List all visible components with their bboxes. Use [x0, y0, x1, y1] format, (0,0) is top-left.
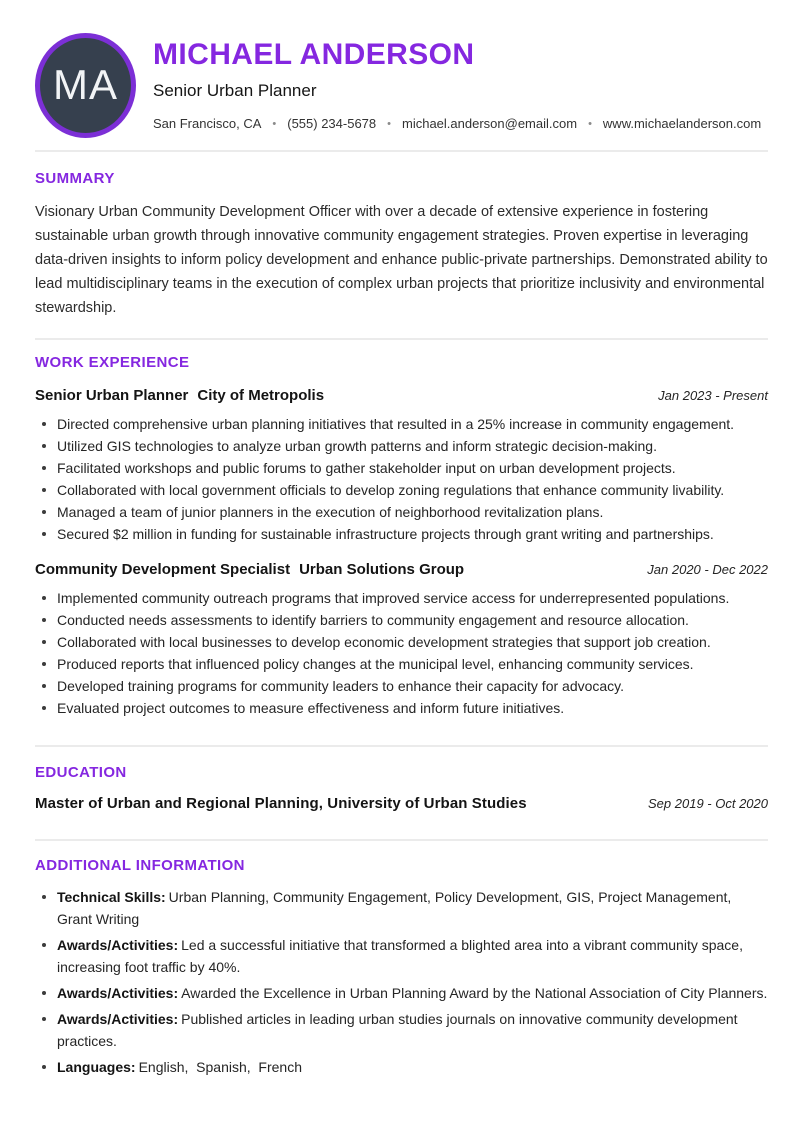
education-entry — [35, 795, 768, 812]
additional-info-list — [35, 886, 768, 1078]
candidate-name: MICHAEL ANDERSON — [153, 38, 475, 71]
avatar-initials: MA — [53, 60, 118, 108]
additional-info-bullet — [40, 982, 768, 1004]
job-dates: Jan 2020 - Dec 2022 — [647, 562, 768, 577]
job-bullet — [40, 609, 768, 631]
job-bullet-text: Conducted needs assessments to identify barriers to community engagement and resource allocation. — [57, 612, 689, 628]
summary-text: Visionary Urban Community Development Officer with over a decade of extensive experience in fostering sustainable urban growth through innovative community engagement strategies. Proven expertise in leveraging data-driven insights to inform policy development and enhance public-private partnerships. Demonstrated ability to lead multidisciplinary teams in the execution of complex urban projects that prioritize inclusivity and environmental stewardship. — [35, 204, 768, 316]
job-bullet-text: Developed training programs for community leaders to enhance their capacity for advocacy. — [57, 678, 625, 694]
job-bullet — [40, 697, 768, 719]
job-bullet-text: Directed comprehensive urban planning initiatives that resulted in a 25% increase in community engagement. — [57, 416, 735, 432]
additional-info-label: Technical Skills: — [57, 889, 166, 905]
section-divider — [35, 839, 768, 841]
resume-header — [35, 33, 768, 138]
additional-info-bullet — [40, 1008, 768, 1052]
job-bullet — [40, 523, 768, 545]
job-title-line — [35, 387, 324, 404]
candidate-title: Senior Urban Planner — [153, 81, 317, 100]
section-divider — [35, 745, 768, 747]
job-company: City of Metropolis — [197, 387, 325, 404]
job-dates: Jan 2023 - Present — [658, 388, 768, 403]
header-text — [153, 33, 761, 131]
contact-website: www.michaelanderson.com — [602, 116, 762, 131]
additional-info-text: Urban Planning, Community Engagement, Policy Development, GIS, Project Management, Grant Writing — [57, 889, 736, 927]
additional-info-label: Awards/Activities: — [57, 985, 179, 1001]
contact-row — [153, 116, 761, 131]
additional-info-section — [35, 857, 768, 1078]
job-header — [35, 387, 768, 404]
job-bullet-text: Facilitated workshops and public forums to gather stakeholder input on urban development projects. — [57, 460, 676, 476]
additional-info-text: Published articles in leading urban studies journals on innovative community development practices. — [57, 1011, 742, 1049]
work-experience-heading: WORK EXPERIENCE — [35, 354, 190, 371]
additional-info-label: Awards/Activities: — [57, 1011, 179, 1027]
job-bullet-text: Collaborated with local government officials to develop zoning regulations that enhance community livability. — [57, 482, 725, 498]
job-bullet — [40, 457, 768, 479]
job-entry — [35, 561, 768, 719]
job-bullet-text: Produced reports that influenced policy changes at the municipal level, enhancing community services. — [57, 656, 694, 672]
additional-info-bullet — [40, 1056, 768, 1078]
job-bullet-list — [35, 587, 768, 719]
bullet-separator-icon: • — [387, 118, 391, 130]
job-bullet — [40, 653, 768, 675]
additional-info-text: Awarded the Excellence in Urban Planning Award by the National Association of City Planners. — [181, 985, 768, 1001]
summary-section — [35, 170, 768, 320]
section-divider — [35, 338, 768, 340]
section-divider — [35, 150, 768, 152]
education-heading: EDUCATION — [35, 764, 127, 781]
education-section — [35, 764, 768, 812]
education-dates: Sep 2019 - Oct 2020 — [648, 796, 768, 811]
job-bullet-list — [35, 413, 768, 545]
job-bullet — [40, 631, 768, 653]
bullet-separator-icon: • — [272, 118, 277, 130]
additional-info-text: Led a successful initiative that transformed a blighted area into a vibrant community space, increasing foot traffic by 40%. — [57, 937, 747, 975]
job-title-line — [35, 561, 464, 578]
job-bullet — [40, 435, 768, 457]
job-bullet-text: Evaluated project outcomes to measure effectiveness and inform future initiatives. — [57, 700, 565, 716]
job-bullet — [40, 479, 768, 501]
additional-info-bullet — [40, 934, 768, 978]
avatar — [35, 33, 136, 138]
job-header — [35, 561, 768, 578]
job-entry — [35, 387, 768, 545]
job-bullet — [40, 413, 768, 435]
contact-location: San Francisco, CA — [153, 116, 262, 131]
contact-phone: (555) 234-5678 — [287, 116, 377, 131]
work-experience-section — [35, 354, 768, 719]
job-bullet — [40, 675, 768, 697]
job-bullet-text: Utilized GIS technologies to analyze urban growth patterns and inform strategic decision-making. — [57, 438, 657, 454]
job-company: Urban Solutions Group — [299, 561, 465, 578]
additional-info-heading: ADDITIONAL INFORMATION — [35, 857, 245, 874]
job-bullet-text: Implemented community outreach programs that improved service access for underrepresented populations. — [57, 590, 730, 606]
summary-heading: SUMMARY — [35, 170, 115, 187]
job-position: Senior Urban Planner — [35, 387, 189, 404]
job-bullet — [40, 587, 768, 609]
job-bullet-text: Collaborated with local businesses to develop economic development strategies that support job creation. — [57, 634, 711, 650]
additional-info-label: Awards/Activities: — [57, 937, 179, 953]
job-bullet-text: Managed a team of junior planners in the execution of neighborhood revitalization plans. — [57, 504, 604, 520]
additional-info-bullet — [40, 886, 768, 930]
contact-email: michael.anderson@email.com — [402, 116, 578, 131]
bullet-separator-icon: • — [588, 118, 592, 130]
job-bullet — [40, 501, 768, 523]
job-position: Community Development Specialist — [35, 561, 291, 578]
job-bullet-text: Secured $2 million in funding for sustainable infrastructure projects through grant writing and partnerships. — [57, 526, 714, 542]
additional-info-text: English, Spanish, French — [138, 1059, 302, 1075]
additional-info-label: Languages: — [57, 1059, 136, 1075]
education-degree: Master of Urban and Regional Planning, University of Urban Studies — [35, 795, 527, 812]
